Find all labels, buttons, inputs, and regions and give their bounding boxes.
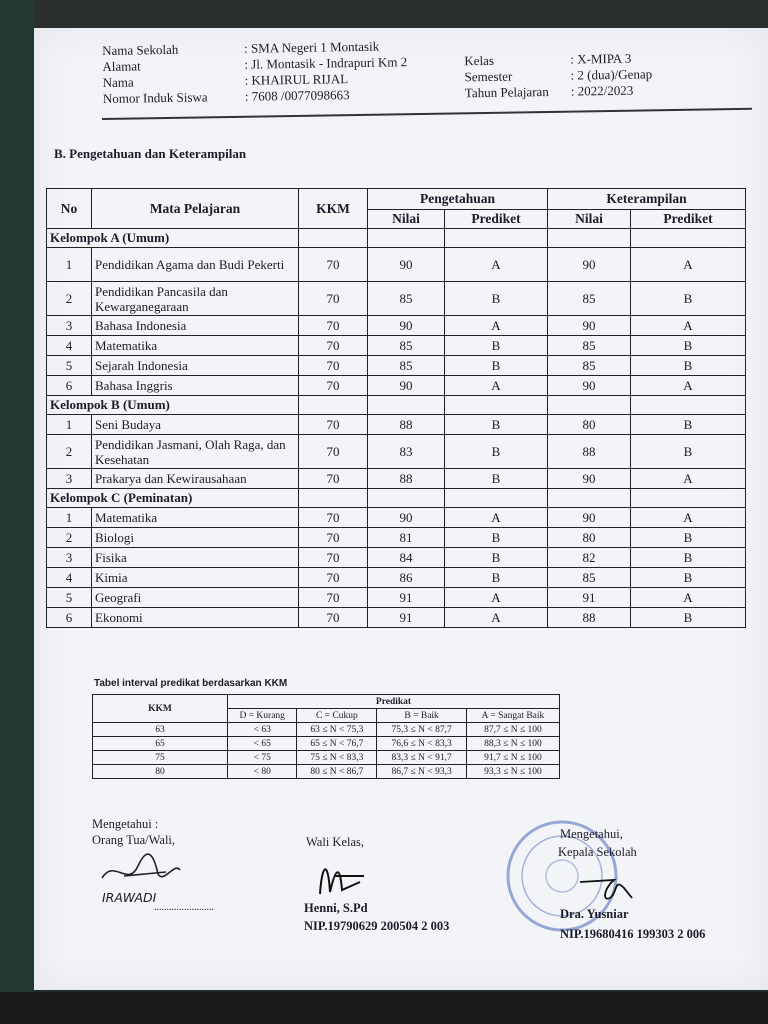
- empty-cell: [368, 489, 445, 508]
- pengetahuan-predikat: B: [445, 415, 548, 435]
- kkm-value: 70: [299, 415, 368, 435]
- keterampilan-predikat: B: [631, 608, 746, 628]
- empty-cell: [631, 489, 746, 508]
- pengetahuan-nilai: 81: [368, 528, 445, 548]
- keterampilan-predikat: B: [631, 548, 746, 568]
- class-label: Kelas: [464, 52, 495, 69]
- interval-kkm: 63: [93, 723, 228, 737]
- row-no: 5: [47, 356, 92, 376]
- keterampilan-predikat: B: [631, 336, 746, 356]
- row-no: 3: [47, 548, 92, 568]
- interval-range: 88,3 ≤ N ≤ 100: [466, 737, 559, 751]
- interval-range: 76,6 ≤ N < 83,3: [377, 737, 467, 751]
- section-title: B. Pengetahuan dan Keterampilan: [54, 146, 247, 161]
- subject-name: Pendidikan Agama dan Budi Pekerti: [92, 248, 299, 282]
- parent-name: IRAWADI: [102, 890, 157, 905]
- interval-row: [93, 723, 560, 737]
- subject-name: Seni Budaya: [92, 415, 299, 435]
- interval-table: [92, 694, 560, 779]
- interval-row: [93, 737, 560, 751]
- subject-name: Matematika: [92, 336, 299, 356]
- keterampilan-predikat: A: [631, 316, 746, 336]
- table-row: [47, 508, 746, 528]
- row-no: 5: [47, 588, 92, 608]
- iv-col-d: D = Kurang: [228, 709, 297, 723]
- subject-name: Geografi: [92, 588, 299, 608]
- subject-name: Bahasa Inggris: [92, 376, 299, 396]
- col-k-nilai: Nilai: [548, 210, 631, 229]
- empty-cell: [299, 229, 368, 248]
- empty-cell: [548, 489, 631, 508]
- col-kkm: KKM: [299, 189, 368, 229]
- keterampilan-predikat: B: [631, 282, 746, 316]
- interval-range: 75,3 ≤ N < 87,7: [377, 723, 467, 737]
- principal-signature-scribble: [574, 868, 644, 908]
- keterampilan-nilai: 88: [548, 608, 631, 628]
- empty-cell: [445, 489, 548, 508]
- report-card-page: [34, 28, 768, 990]
- keterampilan-nilai: 82: [548, 548, 631, 568]
- interval-row: [93, 765, 560, 779]
- parent-signature-block: [92, 816, 175, 848]
- kkm-value: 70: [299, 336, 368, 356]
- name-label: Nama: [102, 74, 134, 90]
- year-value: : 2022/2023: [570, 82, 634, 99]
- empty-cell: [445, 396, 548, 415]
- interval-range: < 80: [228, 765, 297, 779]
- interval-range: 83,3 ≤ N < 91,7: [377, 751, 467, 765]
- pengetahuan-nilai: 83: [368, 435, 445, 469]
- interval-range: 86,7 ≤ N < 93,3: [377, 765, 467, 779]
- keterampilan-predikat: B: [631, 528, 746, 548]
- pengetahuan-nilai: 88: [368, 469, 445, 489]
- pengetahuan-nilai: 91: [368, 588, 445, 608]
- class-value: : X-MIPA 3: [570, 50, 632, 67]
- subject-name: Pendidikan Pancasila dan Kewarganegaraan: [92, 282, 299, 316]
- teacher-nip: NIP.19790629 200504 2 003: [304, 919, 450, 933]
- table-row: [47, 469, 746, 489]
- subject-name: Kimia: [92, 568, 299, 588]
- interval-row: [93, 751, 560, 765]
- table-row: [47, 608, 746, 628]
- kkm-value: 70: [299, 248, 368, 282]
- semester-value: : 2 (dua)/Genap: [570, 66, 653, 83]
- interval-range: 63 ≤ N < 75,3: [297, 723, 377, 737]
- teacher-line1: Wali Kelas,: [306, 835, 365, 849]
- subject-name: Biologi: [92, 528, 299, 548]
- address-value: : Jl. Montasik - Indrapuri Km 2: [244, 54, 408, 72]
- pengetahuan-predikat: A: [445, 508, 548, 528]
- year-label: Tahun Pelajaran: [464, 83, 549, 101]
- interval-range: < 75: [228, 751, 297, 765]
- empty-cell: [299, 489, 368, 508]
- kkm-value: 70: [299, 316, 368, 336]
- interval-range: 91,7 ≤ N ≤ 100: [466, 751, 559, 765]
- table-row: [47, 435, 746, 469]
- interval-kkm: 75: [93, 751, 228, 765]
- kkm-value: 70: [299, 568, 368, 588]
- pengetahuan-nilai: 86: [368, 568, 445, 588]
- keterampilan-predikat: A: [631, 469, 746, 489]
- keterampilan-nilai: 85: [548, 568, 631, 588]
- empty-cell: [631, 229, 746, 248]
- principal-line2: Kepala Sekolah: [558, 845, 637, 859]
- subject-name: Sejarah Indonesia: [92, 356, 299, 376]
- table-row: [47, 568, 746, 588]
- school-value: : SMA Negeri 1 Montasik: [243, 38, 380, 56]
- interval-range: 75 ≤ N < 83,3: [297, 751, 377, 765]
- pengetahuan-nilai: 90: [368, 248, 445, 282]
- keterampilan-predikat: B: [631, 356, 746, 376]
- pengetahuan-nilai: 90: [368, 508, 445, 528]
- kkm-value: 70: [299, 528, 368, 548]
- kkm-value: 70: [299, 588, 368, 608]
- empty-cell: [631, 396, 746, 415]
- row-no: 4: [47, 336, 92, 356]
- row-no: 2: [47, 528, 92, 548]
- row-no: 6: [47, 376, 92, 396]
- pengetahuan-predikat: B: [445, 548, 548, 568]
- pengetahuan-predikat: B: [445, 528, 548, 548]
- keterampilan-nilai: 80: [548, 415, 631, 435]
- keterampilan-predikat: B: [631, 435, 746, 469]
- row-no: 3: [47, 469, 92, 489]
- table-row: [47, 282, 746, 316]
- parent-line1: Mengetahui :: [92, 817, 159, 831]
- student-info: [102, 38, 653, 106]
- nis-label: Nomor Induk Siswa: [102, 89, 208, 106]
- keterampilan-nilai: 85: [548, 356, 631, 376]
- keterampilan-nilai: 85: [548, 336, 631, 356]
- row-no: 2: [47, 435, 92, 469]
- empty-cell: [548, 396, 631, 415]
- pengetahuan-nilai: 90: [368, 316, 445, 336]
- keterampilan-nilai: 90: [548, 376, 631, 396]
- empty-cell: [368, 396, 445, 415]
- row-no: 1: [47, 508, 92, 528]
- iv-predikat-header: Predikat: [228, 695, 560, 709]
- pengetahuan-predikat: A: [445, 316, 548, 336]
- empty-cell: [445, 229, 548, 248]
- keterampilan-nilai: 85: [548, 282, 631, 316]
- pengetahuan-nilai: 90: [368, 376, 445, 396]
- pengetahuan-predikat: A: [445, 248, 548, 282]
- iv-kkm-header: KKM: [93, 695, 228, 723]
- pengetahuan-predikat: B: [445, 435, 548, 469]
- empty-cell: [368, 229, 445, 248]
- pengetahuan-predikat: A: [445, 588, 548, 608]
- kkm-value: 70: [299, 548, 368, 568]
- col-no: No: [47, 189, 92, 229]
- teacher-name: Henni, S.Pd: [304, 901, 368, 915]
- row-no: 4: [47, 568, 92, 588]
- col-k-predikat: Prediket: [631, 210, 746, 229]
- interval-range: < 65: [228, 737, 297, 751]
- parent-dots: ........................: [154, 902, 214, 913]
- kkm-value: 70: [299, 376, 368, 396]
- group-row: [47, 489, 746, 508]
- col-p-predikat: Prediket: [445, 210, 548, 229]
- pengetahuan-predikat: A: [445, 376, 548, 396]
- col-keterampilan: Keterampilan: [548, 189, 746, 210]
- pengetahuan-predikat: A: [445, 608, 548, 628]
- pengetahuan-nilai: 88: [368, 415, 445, 435]
- kkm-value: 70: [299, 356, 368, 376]
- pengetahuan-nilai: 85: [368, 282, 445, 316]
- table-row: [47, 528, 746, 548]
- table-row: [47, 415, 746, 435]
- table-row: [47, 548, 746, 568]
- interval-range: 80 ≤ N < 86,7: [297, 765, 377, 779]
- keterampilan-nilai: 90: [548, 248, 631, 282]
- table-row: [47, 588, 746, 608]
- keterampilan-nilai: 90: [548, 316, 631, 336]
- interval-range: 65 ≤ N < 76,7: [297, 737, 377, 751]
- background-binder: [0, 0, 34, 1024]
- header-divider: [102, 108, 752, 120]
- keterampilan-nilai: 91: [548, 588, 631, 608]
- keterampilan-predikat: A: [631, 588, 746, 608]
- col-subject: Mata Pelajaran: [92, 189, 299, 229]
- table-row: [47, 356, 746, 376]
- group-row: [47, 396, 746, 415]
- group-title: Kelompok B (Umum): [47, 396, 299, 415]
- pengetahuan-predikat: B: [445, 336, 548, 356]
- keterampilan-predikat: A: [631, 248, 746, 282]
- semester-label: Semester: [464, 68, 513, 85]
- grades-body: [47, 229, 746, 628]
- interval-range: 93,3 ≤ N ≤ 100: [466, 765, 559, 779]
- pengetahuan-predikat: B: [445, 568, 548, 588]
- school-label: Nama Sekolah: [102, 41, 179, 58]
- group-row: [47, 229, 746, 248]
- subject-name: Ekonomi: [92, 608, 299, 628]
- teacher-signature-scribble: [310, 854, 370, 898]
- keterampilan-predikat: B: [631, 568, 746, 588]
- pengetahuan-nilai: 84: [368, 548, 445, 568]
- interval-title: Tabel interval predikat berdasarkan KKM: [94, 678, 288, 689]
- iv-col-b: B = Baik: [377, 709, 467, 723]
- row-no: 1: [47, 415, 92, 435]
- principal-nip: NIP.19680416 199303 2 006: [560, 927, 706, 941]
- keterampilan-nilai: 90: [548, 508, 631, 528]
- principal-line1: Mengetahui,: [560, 827, 623, 841]
- background-bottom: [0, 992, 768, 1024]
- address-label: Alamat: [102, 58, 141, 74]
- grades-table: [46, 188, 746, 628]
- table-row: [47, 316, 746, 336]
- pengetahuan-nilai: 85: [368, 336, 445, 356]
- kkm-value: 70: [299, 469, 368, 489]
- iv-col-a: A = Sangat Baik: [466, 709, 559, 723]
- row-no: 3: [47, 316, 92, 336]
- interval-body: [93, 723, 560, 779]
- keterampilan-predikat: A: [631, 508, 746, 528]
- iv-col-c: C = Cukup: [297, 709, 377, 723]
- row-no: 1: [47, 248, 92, 282]
- pengetahuan-nilai: 91: [368, 608, 445, 628]
- subject-name: Pendidikan Jasmani, Olah Raga, dan Kesehatan: [92, 435, 299, 469]
- interval-kkm: 80: [93, 765, 228, 779]
- pengetahuan-predikat: B: [445, 282, 548, 316]
- empty-cell: [299, 396, 368, 415]
- background-top: [0, 0, 768, 30]
- subject-name: Prakarya dan Kewirausahaan: [92, 469, 299, 489]
- keterampilan-predikat: A: [631, 376, 746, 396]
- row-no: 6: [47, 608, 92, 628]
- kkm-value: 70: [299, 282, 368, 316]
- keterampilan-nilai: 80: [548, 528, 631, 548]
- subject-name: Fisika: [92, 548, 299, 568]
- nis-value: : 7608 /0077098663: [244, 87, 350, 104]
- pengetahuan-predikat: B: [445, 469, 548, 489]
- subject-name: Bahasa Indonesia: [92, 316, 299, 336]
- kkm-value: 70: [299, 435, 368, 469]
- row-no: 2: [47, 282, 92, 316]
- col-p-nilai: Nilai: [368, 210, 445, 229]
- parent-signature-scribble: [94, 848, 184, 888]
- empty-cell: [548, 229, 631, 248]
- table-row: [47, 376, 746, 396]
- subject-name: Matematika: [92, 508, 299, 528]
- pengetahuan-predikat: B: [445, 356, 548, 376]
- parent-line2: Orang Tua/Wali,: [92, 833, 176, 847]
- table-row: [47, 248, 746, 282]
- group-title: Kelompok A (Umum): [47, 229, 299, 248]
- keterampilan-nilai: 88: [548, 435, 631, 469]
- name-value: : KHAIRUL RIJAL: [244, 71, 349, 88]
- kkm-value: 70: [299, 508, 368, 528]
- interval-range: 87,7 ≤ N ≤ 100: [466, 723, 559, 737]
- principal-name: Dra. Yusniar: [560, 907, 629, 921]
- interval-kkm: 65: [93, 737, 228, 751]
- keterampilan-predikat: B: [631, 415, 746, 435]
- group-title: Kelompok C (Peminatan): [47, 489, 299, 508]
- col-pengetahuan: Pengetahuan: [368, 189, 548, 210]
- interval-range: < 63: [228, 723, 297, 737]
- table-row: [47, 336, 746, 356]
- kkm-value: 70: [299, 608, 368, 628]
- keterampilan-nilai: 90: [548, 469, 631, 489]
- pengetahuan-nilai: 85: [368, 356, 445, 376]
